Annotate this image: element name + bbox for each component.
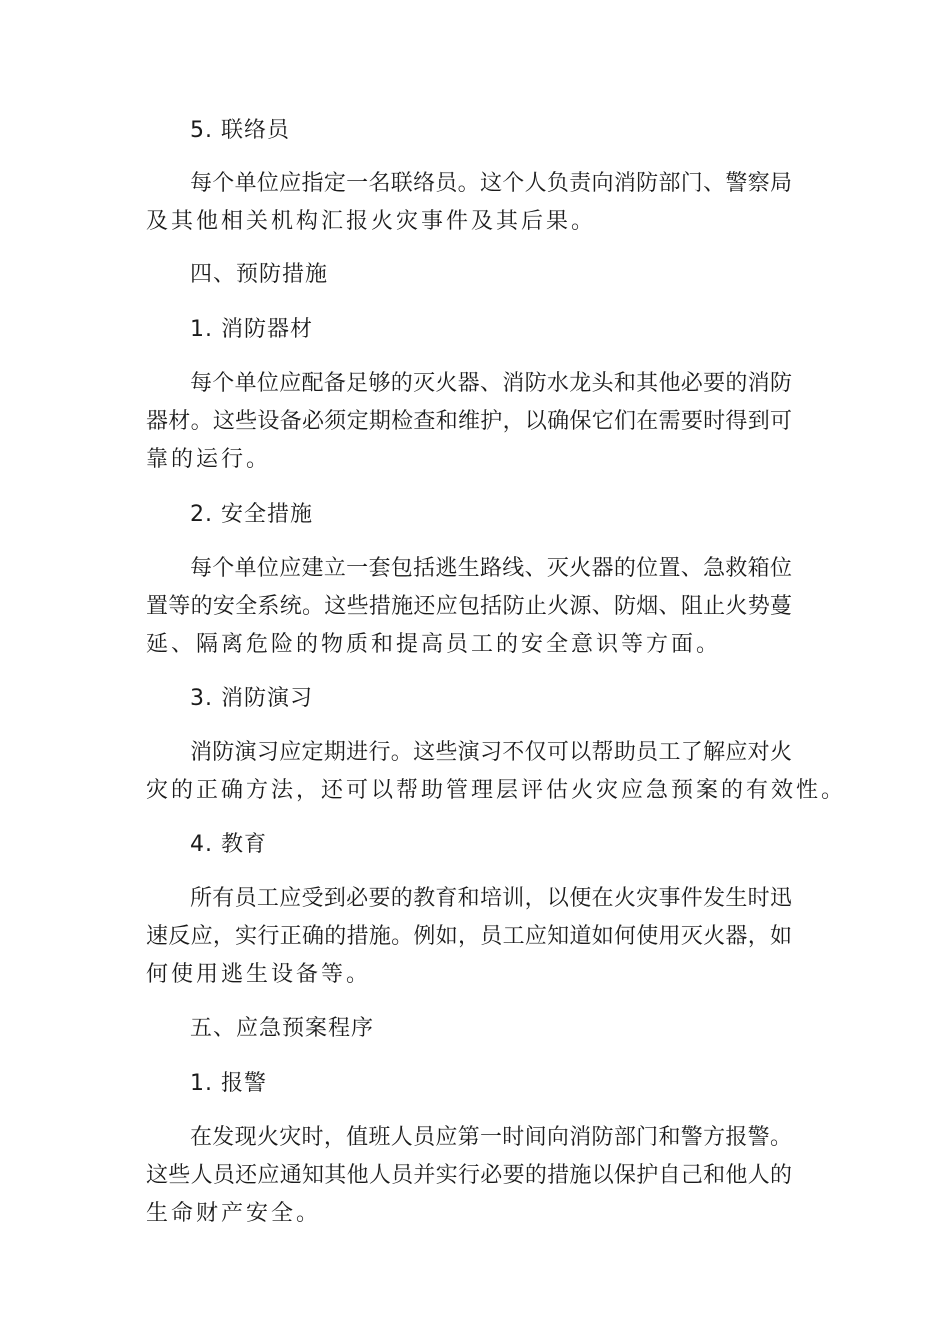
paragraph-line: 及其他相关机构汇报火灾事件及其后果。	[146, 209, 597, 234]
paragraph-line: 这些人员还应通知其他人员并实行必要的措施以保护自己和他人的	[146, 1163, 792, 1188]
paragraph-line: 靠的运行。	[146, 447, 272, 472]
paragraph-line: 所有员工应受到必要的教育和培训，以便在火灾事件发生时迅	[190, 886, 792, 911]
chapter-heading-prevention: 四、预防措施	[190, 262, 329, 287]
chapter-heading-emergency-procedure: 五、应急预案程序	[190, 1016, 375, 1041]
paragraph-line: 速反应，实行正确的措施。例如，员工应知道如何使用灭火器，如	[146, 924, 792, 949]
section-heading-drill: 3. 消防演习	[190, 686, 313, 711]
section-heading-liaison: 5. 联络员	[190, 118, 290, 143]
paragraph-line: 置等的安全系统。这些措施还应包括防止火源、防烟、阻止火势蔓	[146, 594, 792, 619]
paragraph-line: 在发现火灾时，值班人员应第一时间向消防部门和警方报警。	[190, 1125, 792, 1150]
paragraph-line: 每个单位应建立一套包括逃生路线、灭火器的位置、急救箱位	[190, 556, 792, 581]
section-heading-equipment: 1. 消防器材	[190, 317, 313, 342]
paragraph-line: 消防演习应定期进行。这些演习不仅可以帮助员工了解应对火	[190, 740, 792, 765]
paragraph-line: 延、隔离危险的物质和提高员工的安全意识等方面。	[146, 632, 722, 657]
paragraph-line: 每个单位应配备足够的灭火器、消防水龙头和其他必要的消防	[190, 371, 792, 396]
paragraph-line: 生命财产安全。	[146, 1201, 322, 1226]
section-heading-alarm: 1. 报警	[190, 1071, 267, 1096]
paragraph-line: 每个单位应指定一名联络员。这个人负责向消防部门、警察局	[190, 171, 792, 196]
section-heading-education: 4. 教育	[190, 832, 267, 857]
paragraph-line: 器材。这些设备必须定期检查和维护，以确保它们在需要时得到可	[146, 409, 792, 434]
paragraph-line: 灾的正确方法，还可以帮助管理层评估火灾应急预案的有效性。	[146, 778, 847, 803]
section-heading-safety: 2. 安全措施	[190, 502, 313, 527]
paragraph-line: 何使用逃生设备等。	[146, 962, 372, 987]
